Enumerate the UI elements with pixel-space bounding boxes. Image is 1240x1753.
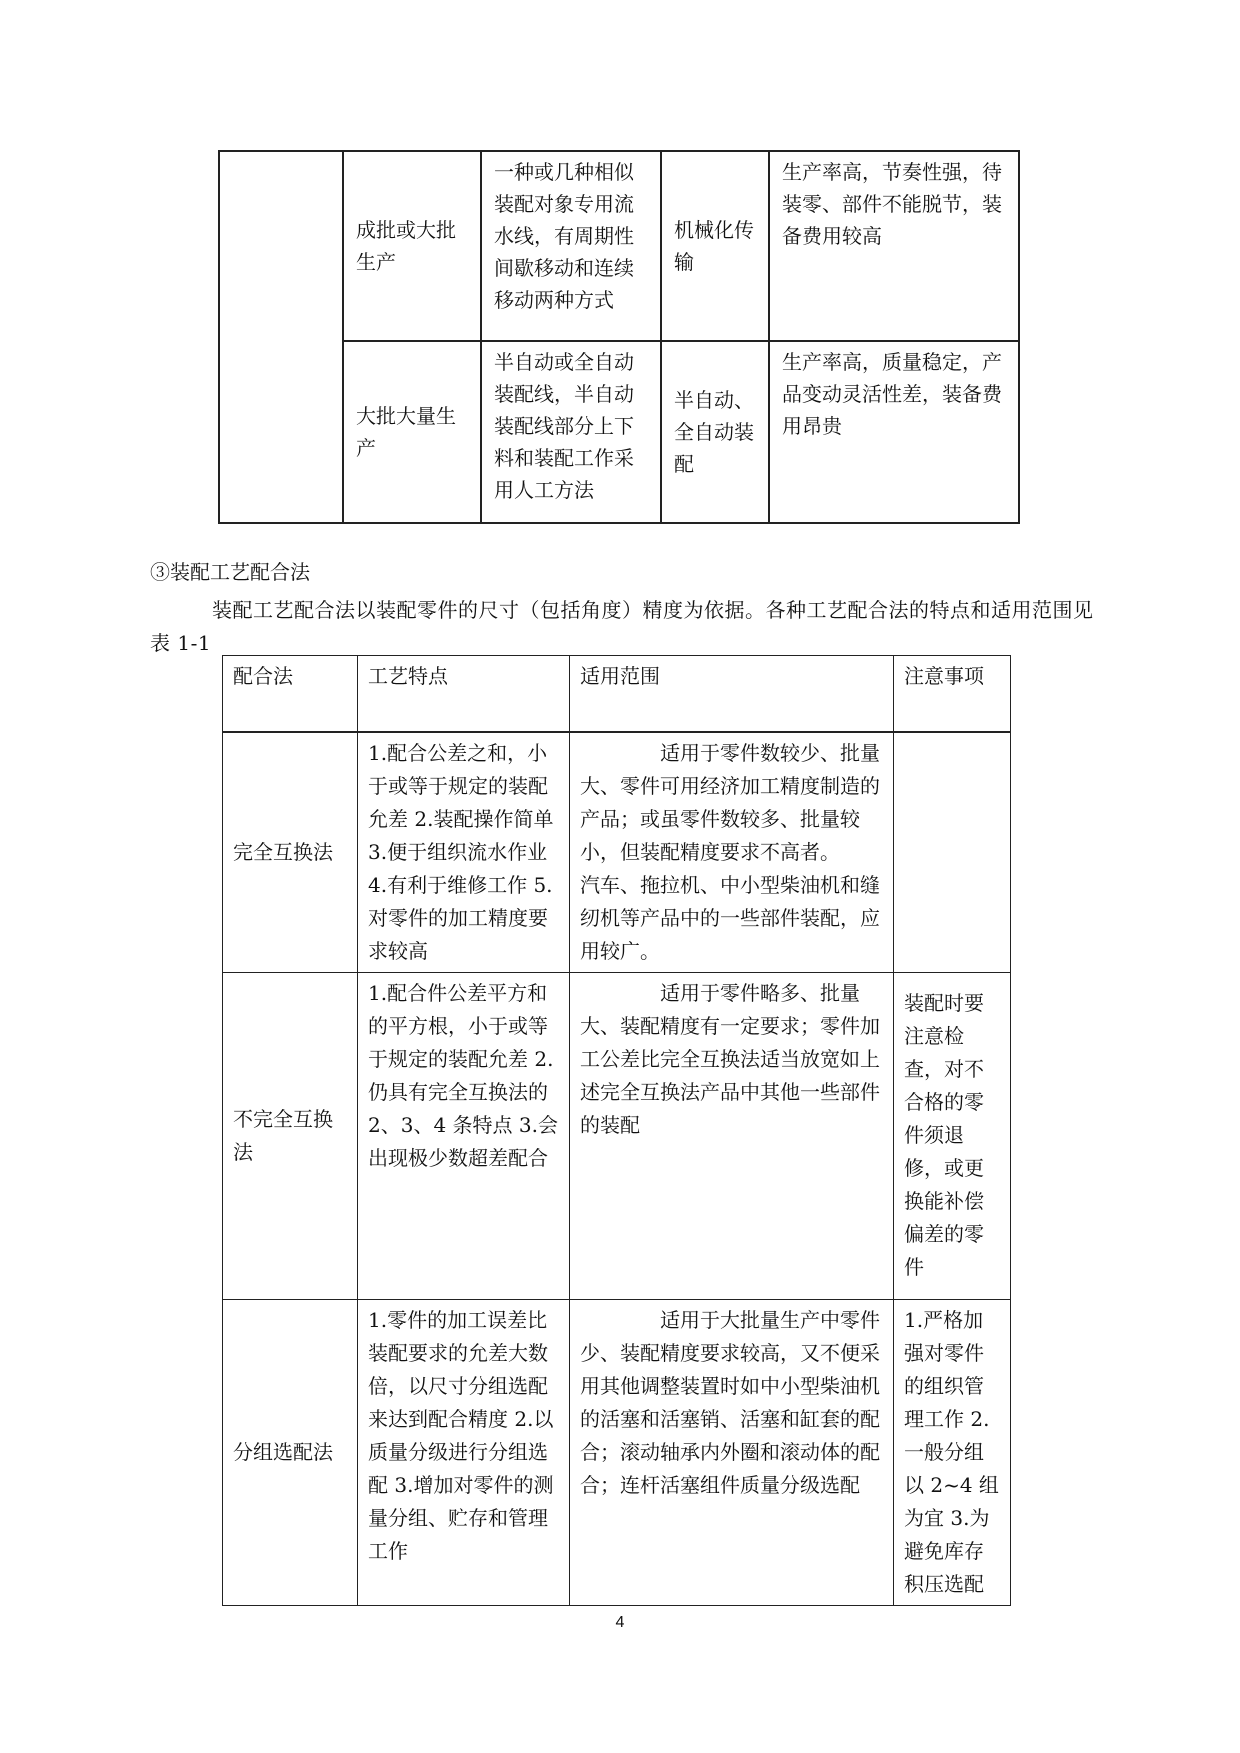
section-paragraph: 装配工艺配合法以装配零件的尺寸（包括角度）精度为依据。各种工艺配合法的特点和适用范围见表 1-1 [150,598,1094,655]
production-scale-cell: 成批或大批生产 [343,151,481,341]
scope-cell: 适用于零件数较少、批量大、零件可用经济加工精度制造的产品；或虽零件数较多、批量较小，但装配精度要求不高者。 汽车、拖拉机、中小型柴油机和缝纫机等产品中的一些部件装配，应用较广。 [570,732,894,973]
header-method: 配合法 [223,656,358,732]
notes-cell [894,732,1011,973]
features-cell: 1.配合公差之和，小于或等于规定的装配允差 2.装配操作简单 3.便于组织流水作业 4.有利于维修工作 5.对零件的加工精度要求较高 [358,732,570,973]
method-cell: 完全互换法 [223,732,358,973]
transport-cell: 半自动、全自动装配 [661,341,769,523]
header-notes: 注意事项 [894,656,1011,732]
scope-cell: 适用于零件略多、批量大、装配精度有一定要求；零件加工公差比完全互换法适当放宽如上述完全互换法产品中其他一些部件的装配 [570,972,894,1299]
features-cell: 生产率高，节奏性强，待装零、部件不能脱节，装备费用较高 [769,151,1019,341]
organization-form-cell: 半自动或全自动装配线，半自动装配线部分上下料和装配工作采用人工方法 [481,341,661,523]
table-row [223,732,1011,973]
section-heading: ③装配工艺配合法 [150,560,310,584]
scope-cell: 适用于大批量生产中零件少、装配精度要求较高，又不便采用其他调整装置时如中小型柴油机的活塞和活塞销、活塞和缸套的配合；滚动轴承内外圈和滚动体的配合；连杆活塞组件质量分级选配 [570,1299,894,1605]
transport-cell: 机械化传输 [661,151,769,341]
merged-cell [219,151,343,341]
header-scope: 适用范围 [570,656,894,732]
organization-form-cell: 一种或几种相似装配对象专用流水线，有周期性间歇移动和连续移动两种方式 [481,151,661,341]
page-number: 4 [615,1614,625,1631]
features-cell: 1.配合件公差平方和的平方根，小于或等于规定的装配允差 2.仍具有完全互换法的 2、3、4 条特点 3.会出现极少数超差配合 [358,972,570,1299]
table-row [219,341,1019,523]
production-scale-cell: 大批大量生产 [343,341,481,523]
features-cell: 1.零件的加工误差比装配要求的允差大数倍，以尺寸分组选配来达到配合精度 2.以质量分级进行分组选配 3.增加对零件的测量分组、贮存和管理工作 [358,1299,570,1605]
method-cell: 分组选配法 [223,1299,358,1605]
features-cell: 生产率高，质量稳定，产品变动灵活性差，装备费用昂贵 [769,341,1019,523]
assembly-organization-table [218,150,1020,524]
method-cell: 不完全互换法 [223,972,358,1299]
table-row [219,151,1019,341]
notes-cell: 装配时要注意检查，对不合格的零件须退修，或更换能补偿偏差的零件 [894,972,1011,1299]
table-row [223,972,1011,1299]
table-row [223,1299,1011,1605]
table-header-row [223,656,1011,732]
merged-cell [219,341,343,523]
notes-cell: 1.严格加强对零件的组织管理工作 2.一般分组以 2~4 组为宜 3.为避免库存积压选配 [894,1299,1011,1605]
assembly-methods-table [222,655,1011,1606]
header-features: 工艺特点 [358,656,570,732]
